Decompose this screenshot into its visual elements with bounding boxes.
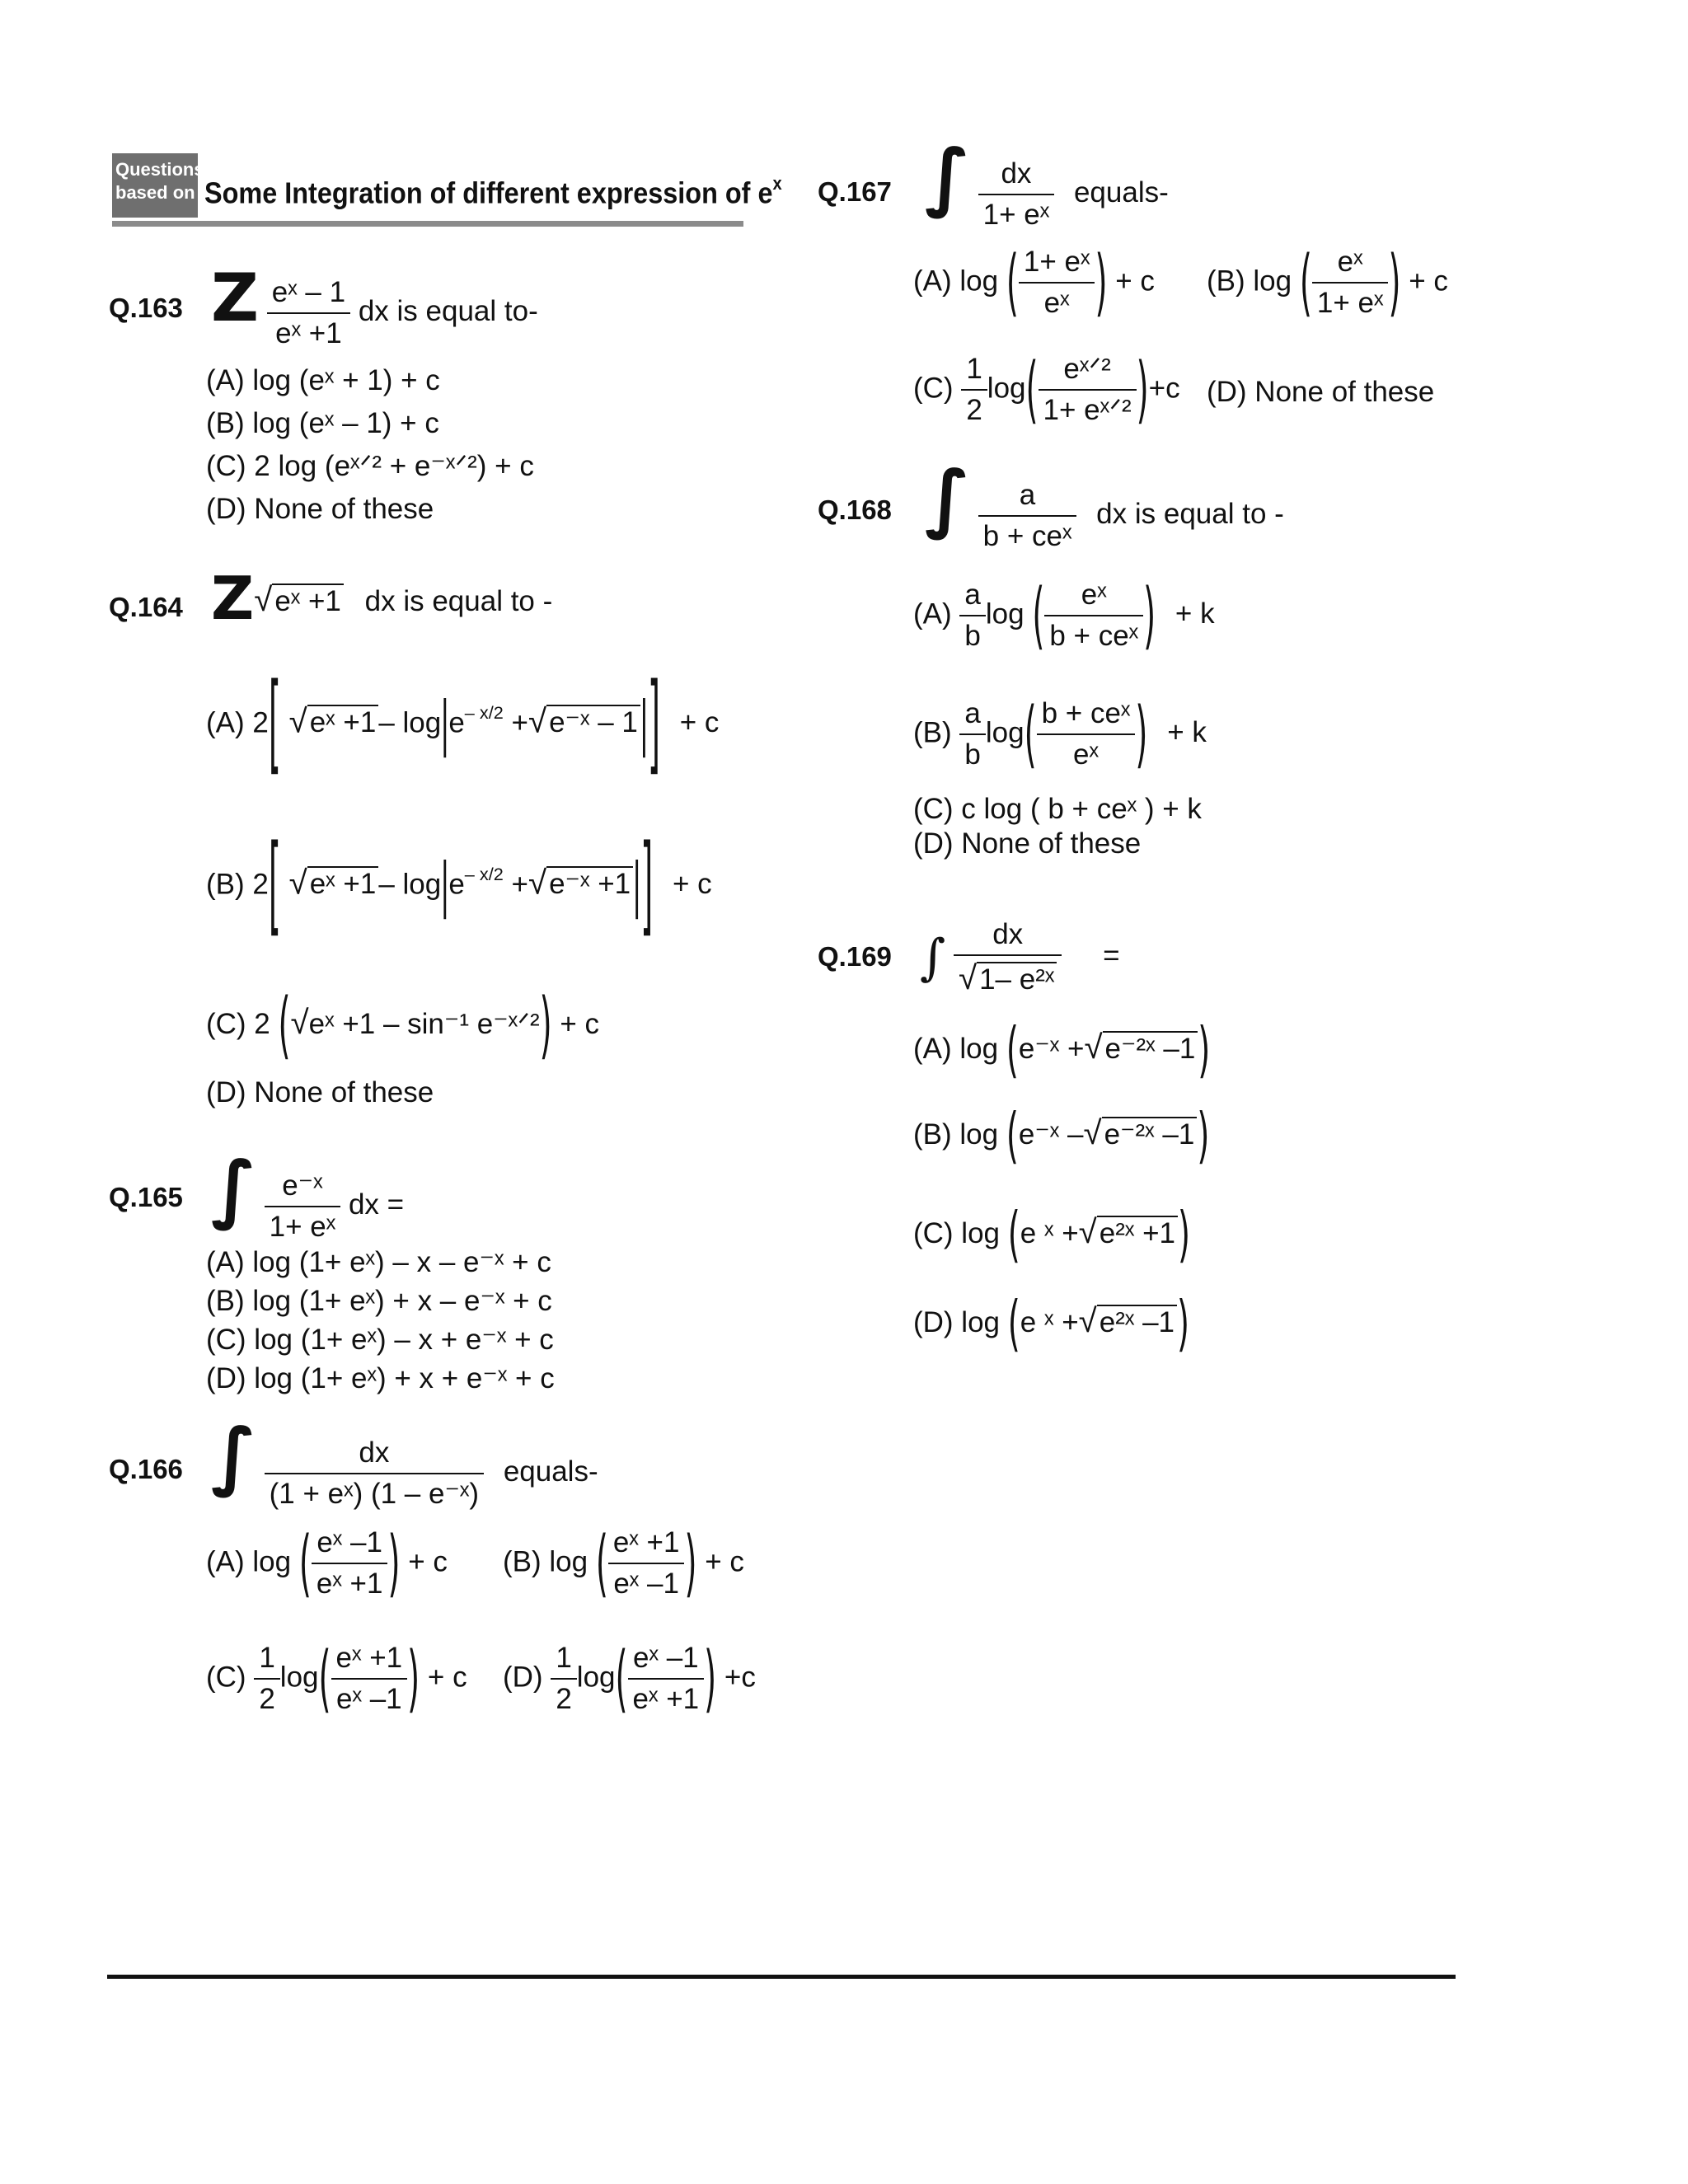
question-164-radicand: eˣ +1 [272, 583, 344, 617]
constant-tail: + c [1409, 265, 1448, 298]
expression: eˣ +1 – sin⁻¹ e⁻ˣᐟ² [308, 1008, 540, 1040]
fraction-denominator: 2 [961, 389, 987, 427]
fraction-numerator: a [1019, 478, 1036, 511]
abs-bar-icon: | [633, 850, 641, 921]
option-167-d: (D) None of these [1207, 376, 1435, 408]
badge-line-2: based on [115, 182, 195, 203]
fraction-numerator: dx [359, 1436, 390, 1469]
question-169-integral [920, 918, 1120, 997]
fraction-numerator: 1+ eˣ [1023, 246, 1090, 278]
plus-sign: + [511, 706, 528, 739]
option-label: (B) [206, 868, 245, 901]
left-paren-icon: ( [1006, 1015, 1019, 1086]
section-title-text: Some Integration of different expression of e [204, 176, 773, 210]
left-paren-icon: ( [318, 1636, 331, 1722]
coefficient: 2 [252, 706, 269, 739]
fraction-numerator: eˣ [1337, 246, 1363, 278]
option-166-a [206, 1521, 448, 1606]
sqrt-icon: √ [288, 702, 307, 740]
left-paren-icon: ( [1007, 1200, 1020, 1271]
question-169-tail: = [1103, 940, 1120, 972]
question-number-169: Q.169 [818, 941, 892, 972]
left-bracket-icon: [ [268, 661, 281, 788]
exponent: – x/2 [464, 864, 504, 884]
option-168-c: (C) c log ( b + ceˣ ) + k [913, 793, 1202, 825]
question-165-fraction [265, 1169, 341, 1244]
fraction-denominator: eˣ +1 [312, 1563, 388, 1601]
right-paren-icon: ) [684, 1521, 697, 1606]
option-label: (B) log [503, 1545, 588, 1578]
question-163-fraction [267, 276, 350, 350]
question-166-tail: equals- [503, 1455, 598, 1488]
fraction-numerator: a [964, 697, 981, 729]
option-fraction [1039, 353, 1137, 427]
fraction-denominator: 1+ eˣ [265, 1206, 341, 1244]
question-163-integral [211, 260, 538, 350]
right-paren-icon: ) [1143, 573, 1156, 658]
question-166-integral [211, 1413, 598, 1511]
option-fraction [1044, 579, 1143, 653]
option-label: (C) 2 [206, 1008, 270, 1040]
right-paren-icon: ) [1135, 691, 1148, 777]
option-label: (A) log [206, 1545, 292, 1578]
prefix-term: e ˣ + [1020, 1306, 1079, 1338]
question-169-fraction [954, 918, 1062, 997]
constant-tail: + c [427, 1661, 467, 1694]
left-paren-icon: ( [1024, 691, 1037, 777]
right-paren-icon: ) [1198, 1015, 1211, 1086]
sqrt-icon: √ [1084, 1029, 1103, 1066]
fraction-numerator: a [964, 579, 981, 611]
left-paren-icon: ( [595, 1521, 608, 1606]
option-label: (B) log [1207, 265, 1292, 298]
question-163-tail: dx is equal to- [358, 295, 538, 327]
fraction-denominator [954, 954, 1062, 997]
section-rule [112, 221, 743, 227]
right-paren-icon: ) [387, 1521, 401, 1606]
abs-bar-icon: | [441, 688, 449, 759]
option-label: (B) log [913, 1118, 999, 1151]
prefix-term: e⁻ˣ – [1018, 1118, 1084, 1151]
right-bracket-icon: ] [648, 661, 661, 788]
fraction-numerator: e⁻ˣ [282, 1169, 323, 1202]
option-163-d: (D) None of these [206, 493, 434, 525]
option-165-c: (C) log (1+ eˣ) – x + e⁻ˣ + c [206, 1324, 554, 1356]
left-paren-icon: ( [298, 1521, 312, 1606]
right-paren-icon: ) [704, 1636, 717, 1722]
constant-tail: + k [1175, 598, 1215, 630]
option-167-b [1207, 240, 1448, 326]
option-167-a [913, 240, 1155, 326]
fraction-denominator: eˣ [1037, 733, 1136, 771]
fraction-numerator: dx [1001, 157, 1032, 190]
section-badge [112, 153, 204, 218]
option-163-b: (B) log (eˣ – 1) + c [206, 407, 439, 439]
radicand: e²ˣ +1 [1097, 1216, 1178, 1249]
constant-tail: + c [1115, 265, 1155, 298]
fraction-numerator: eˣ +1 [612, 1526, 680, 1558]
option-167-c [913, 347, 1180, 433]
option-fraction [312, 1526, 388, 1601]
fraction-numerator: dx [992, 918, 1024, 950]
sqrt-icon: √ [959, 959, 978, 996]
fraction-numerator: eˣ –1 [633, 1642, 699, 1674]
right-paren-icon: ) [1197, 1101, 1210, 1172]
question-number-165: Q.165 [109, 1182, 183, 1212]
option-label: (C) [206, 1661, 246, 1694]
radicand: eˣ +1 [307, 866, 379, 900]
left-paren-icon: ( [1006, 1101, 1019, 1172]
fraction-numerator: 1 [556, 1642, 572, 1674]
fraction-denominator: 2 [254, 1678, 279, 1716]
option-fraction [331, 1642, 408, 1716]
option-166-b [503, 1521, 744, 1606]
option-fraction [1037, 697, 1136, 771]
integral-icon: Z [211, 564, 255, 633]
option-fraction [1019, 246, 1095, 320]
question-number-166: Q.166 [109, 1454, 183, 1484]
question-168-fraction [978, 479, 1077, 553]
option-166-c [206, 1636, 467, 1722]
ab-fraction [959, 697, 985, 771]
fraction-numerator: eˣ –1 [316, 1526, 382, 1558]
section-title-sup: x [772, 173, 782, 194]
question-164-tail: dx is equal to - [364, 585, 553, 617]
question-168-tail: dx is equal to - [1096, 498, 1284, 530]
fraction-numerator: eˣᐟ² [1063, 353, 1111, 385]
fraction-denominator: eˣ +1 [628, 1678, 705, 1716]
question-164-integral [211, 564, 553, 633]
plus-sign: + [511, 868, 528, 901]
log-text: log [987, 372, 1026, 405]
fraction-numerator: 1 [966, 353, 982, 385]
fraction-denominator: eˣ –1 [608, 1563, 685, 1601]
radicand: e⁻²ˣ –1 [1103, 1031, 1198, 1065]
option-label: (B) [913, 716, 952, 749]
sqrt-icon: √ [290, 1004, 309, 1041]
fraction-numerator: eˣ [1081, 579, 1107, 611]
right-paren-icon: ) [1177, 1289, 1190, 1360]
fraction-denominator: b [959, 615, 985, 653]
sqrt-icon: √ [254, 581, 273, 618]
option-166-d [503, 1636, 756, 1722]
right-paren-icon: ) [539, 983, 552, 1069]
constant-tail: +c [1148, 372, 1180, 405]
sqrt-icon: √ [1083, 1114, 1102, 1151]
base-e: e [448, 868, 465, 901]
question-number-167: Q.167 [818, 176, 892, 207]
sqrt-icon: √ [1078, 1302, 1097, 1339]
question-168-integral [925, 455, 1284, 553]
option-165-d: (D) log (1+ eˣ) + x + e⁻ˣ + c [206, 1362, 555, 1394]
option-168-b [913, 691, 1207, 777]
radicand: e⁻²ˣ –1 [1102, 1117, 1198, 1151]
fraction-denominator: (1 + eˣ) (1 – e⁻ˣ) [265, 1473, 484, 1511]
option-164-d: (D) None of these [206, 1076, 434, 1108]
question-165-tail: dx = [348, 1188, 405, 1221]
option-label: (C) [913, 372, 954, 405]
radicand: e²ˣ –1 [1097, 1305, 1177, 1338]
constant-tail: + c [560, 1008, 600, 1040]
constant-tail: +c [724, 1661, 756, 1694]
integral-icon: ∫ [211, 1413, 256, 1499]
coefficient: 2 [252, 868, 269, 901]
log-text: log [985, 716, 1025, 749]
option-label: (A) log [913, 1033, 999, 1065]
question-167-tail: equals- [1073, 176, 1169, 209]
fraction-denominator: 1+ eˣ [978, 194, 1055, 232]
question-167-integral [925, 134, 1169, 232]
left-paren-icon: ( [278, 983, 291, 1069]
integral-icon: Z [211, 260, 260, 336]
half-fraction [551, 1642, 576, 1716]
option-169-a [913, 1015, 1211, 1086]
option-169-c [913, 1200, 1190, 1271]
left-paren-icon: ( [1006, 240, 1019, 326]
sqrt-icon: √ [528, 702, 547, 740]
base-e: e [448, 706, 465, 739]
constant-tail: + c [408, 1545, 448, 1578]
abs-bar-icon: | [640, 688, 648, 759]
question-number-168: Q.168 [818, 494, 892, 525]
log-text: log [279, 1661, 319, 1694]
question-166-fraction [265, 1436, 484, 1511]
option-fraction [1312, 246, 1389, 320]
fraction-numerator: eˣ – 1 [271, 275, 346, 308]
footer-rule [107, 1975, 1456, 1979]
option-163-c: (C) 2 log (eˣᐟ² + e⁻ˣᐟ²) + c [206, 450, 534, 482]
option-fraction [608, 1526, 685, 1601]
question-number-164: Q.164 [109, 592, 183, 622]
option-165-a: (A) log (1+ eˣ) – x – e⁻ˣ + c [206, 1246, 551, 1278]
left-paren-icon: ( [1007, 1289, 1020, 1360]
option-164-b [206, 823, 712, 949]
option-fraction [628, 1642, 705, 1716]
fraction-denominator: eˣ –1 [331, 1678, 408, 1716]
fraction-denominator: b + ceˣ [1044, 615, 1143, 653]
radicand: e⁻ˣ +1 [546, 866, 633, 900]
option-169-d [913, 1289, 1190, 1360]
option-label: (C) log [913, 1217, 1001, 1249]
left-paren-icon: ( [1032, 573, 1045, 658]
right-paren-icon: ) [1136, 347, 1149, 433]
right-bracket-icon: ] [640, 823, 654, 949]
constant-tail: + k [1167, 716, 1207, 749]
option-164-c [206, 983, 600, 1069]
fraction-denominator: b [959, 733, 985, 771]
question-165-integral [211, 1146, 405, 1244]
radicand: e⁻ˣ – 1 [546, 705, 640, 738]
option-164-a [206, 661, 720, 788]
right-paren-icon: ) [1388, 240, 1401, 326]
ab-fraction [959, 579, 985, 653]
left-paren-icon: ( [615, 1636, 628, 1722]
fraction-numerator: 1 [259, 1642, 275, 1674]
left-paren-icon: ( [1025, 347, 1039, 433]
integral-icon: ∫ [211, 1146, 256, 1232]
fraction-denominator: 2 [551, 1678, 576, 1716]
option-169-b [913, 1101, 1210, 1172]
fraction-denominator: b + ceˣ [978, 515, 1077, 553]
section-title [204, 173, 782, 211]
option-168-a [913, 573, 1215, 658]
constant-tail: + c [705, 1545, 744, 1578]
exponent: – x/2 [464, 702, 504, 723]
left-bracket-icon: [ [268, 823, 281, 949]
radicand: 1– e²ˣ [977, 962, 1057, 996]
integral-icon: ∫ [925, 455, 970, 541]
radicand: eˣ +1 [307, 705, 379, 738]
option-label: (D) log [913, 1306, 1001, 1338]
abs-bar-icon: | [441, 850, 449, 921]
option-label: (A) [206, 706, 245, 739]
sqrt-icon: √ [528, 864, 547, 902]
badge-line-1: Questions [115, 159, 204, 180]
option-label: (A) [913, 598, 952, 630]
constant-tail: + c [673, 868, 712, 901]
log-text: log [985, 598, 1025, 630]
option-label: (A) log [913, 265, 999, 298]
log-text: – log [378, 868, 442, 901]
fraction-denominator: 1+ eˣ [1312, 282, 1389, 320]
left-paren-icon: ( [1299, 240, 1312, 326]
option-165-b: (B) log (1+ eˣ) + x – e⁻ˣ + c [206, 1285, 552, 1317]
fraction-denominator: eˣ [1019, 282, 1095, 320]
sqrt-icon: √ [288, 864, 307, 902]
right-paren-icon: ) [407, 1636, 420, 1722]
fraction-denominator: eˣ +1 [267, 312, 350, 350]
log-text: – log [378, 706, 442, 739]
half-fraction [961, 353, 987, 427]
integral-icon: ∫ [920, 929, 946, 987]
constant-tail: + c [679, 706, 720, 739]
half-fraction [254, 1642, 279, 1716]
sqrt-icon: √ [1078, 1213, 1097, 1250]
fraction-denominator: 1+ eˣᐟ² [1039, 389, 1137, 427]
right-paren-icon: ) [1095, 240, 1108, 326]
fraction-numerator: b + ceˣ [1041, 697, 1131, 729]
prefix-term: e⁻ˣ + [1018, 1033, 1085, 1065]
option-168-d: (D) None of these [913, 827, 1142, 860]
question-number-163: Q.163 [109, 293, 183, 323]
option-163-a: (A) log (eˣ + 1) + c [206, 364, 440, 396]
right-paren-icon: ) [1177, 1200, 1190, 1271]
prefix-term: e ˣ + [1020, 1217, 1079, 1249]
option-label: (D) [503, 1661, 543, 1694]
question-167-fraction [978, 157, 1055, 232]
log-text: log [576, 1661, 616, 1694]
fraction-numerator: eˣ +1 [335, 1642, 403, 1674]
integral-icon: ∫ [925, 134, 970, 220]
